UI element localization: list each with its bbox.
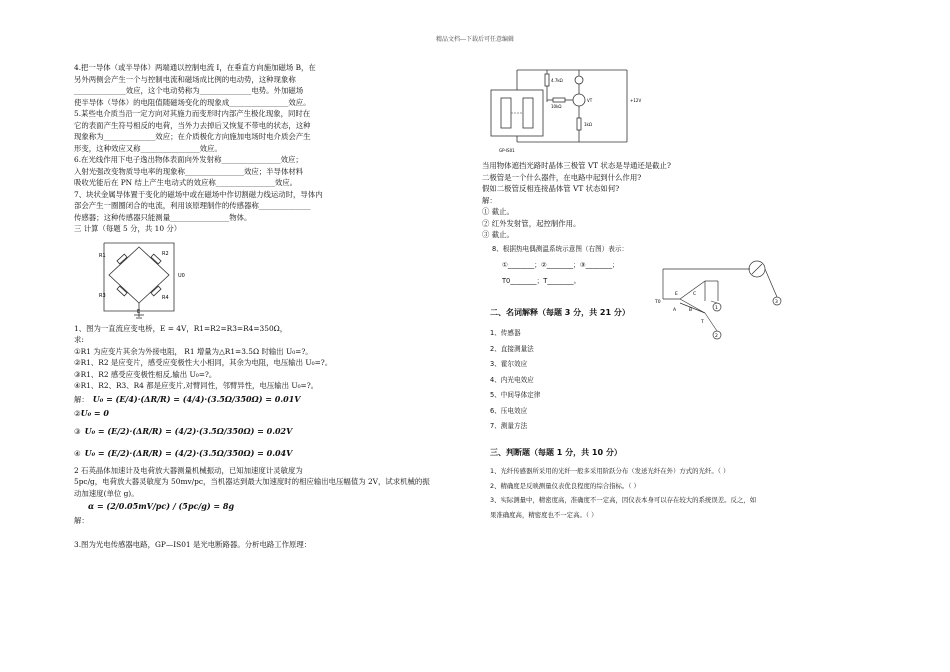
gp-label: GP-IS01 xyxy=(499,148,515,153)
section-calc-title: 三 计算（每题 5 分，共 10 分） xyxy=(74,224,182,233)
q4-line: 另外两侧会产生一个与控制电流和磁场成比例的电动势，这种现象称 xyxy=(74,74,296,84)
t0-label: T0 xyxy=(655,300,661,305)
judge-item: 果准确度高，精密度也不一定高。（ ） xyxy=(490,510,598,519)
calc1-line: ③R1、R2 感受应变极性相反,输出 U₀=?。 xyxy=(74,369,217,379)
q5-line: 现象称为______________效应；在介质极化方向施加电场时电介质会产生 xyxy=(74,132,311,141)
q7-line: 7、块状金属导体置于变化的磁场中或在磁场中作切割磁力线运动时，导体内 xyxy=(74,189,323,199)
q5-line: 它的表面产生符号相反的电荷，当外力去掉后又恢复不带电的状态，这种 xyxy=(74,120,311,130)
q8-line: ①________；②________；③________； xyxy=(502,260,619,269)
q5-line: 形变，这种效应又称________________效应。 xyxy=(74,143,222,153)
r47k-label: 4.7kΩ xyxy=(551,78,563,83)
photoelectric-circuit-diagram xyxy=(487,62,647,158)
term-item: 6、压电效应 xyxy=(490,406,528,415)
q5-line: 5.某些电介质当沿一定方向对其施力而变形时内部产生极化现象，同时在 xyxy=(74,109,311,118)
term-item: 1、传感器 xyxy=(490,329,521,337)
q4-line: ______________效应，这个电动势称为______________电势。外加磁场 xyxy=(74,86,304,95)
analysis-line: 假如二极管反相连接晶体管 VT 状态如何? xyxy=(482,184,620,193)
section-judge-title: 三、判断题（每题 1 分，共 10 分） xyxy=(490,447,622,457)
calc2-line: 5pc/g，电荷放大器灵敏度为 50mv/pc，当机器达到最大加速度时的相应输出电压幅值为 2V，试求机械的振 xyxy=(74,477,430,486)
term-item: 3、霍尔效应 xyxy=(490,360,528,368)
equation-5: α = (2/0.05mV/pc) / (5pc/g) = 8g xyxy=(88,501,235,512)
q4-line: 使半导体（导体）的电阻值随磁场变化的现象成________________效应。 xyxy=(74,97,311,107)
judge-item: 1、光纤传感器所采用的光纤一般多采用阶跃分布（发送光纤在外）方式的光纤。（ ） xyxy=(490,467,730,475)
analysis-line: ③ 截止。 xyxy=(482,230,514,239)
r1k-label: 1kΩ xyxy=(584,122,592,127)
q8-line: T0________；T________。 xyxy=(502,276,581,285)
term-item: 5、中间导体定律 xyxy=(490,391,541,399)
r10k-label: 10kΩ xyxy=(551,104,562,109)
left-column: 4.把一导体（或半导体）两端通以控制电流 I，在垂直方向施加磁场 B，在 另外两侧会产生一个与控制电流和磁场成比例的电动势，这种现象称 ______________效应，这个电动势称为______________电势。外加磁场 使半导体（导体）的电阻值随磁场变化的现象成________________效应。 5.某些电介质当沿一定方向对其施力而变形时内部产生极化现象，同时在 它的表面产生符号相反的电荷，当外力去掉后又恢复不带电的状态，这种 现象称为______________效应；在介质极化方向施加电场时电介质会产生 形变，这种效应又称________________效应。 6.在光线作用下电子逸出物体表面向外发射称________________效应； 入射光强改变物质导电率的现象称________________效应；半导体材料 吸收光能后在 PN 结上产生电动式的效应称________________效应。 7、块状金属导体置于变化的磁场中或在磁场中作切割磁力线运动时，导体内 部会产生一圈圈闭合的电流，利用该原理制作的传感器称______________ 传感器；这种传感器只能测量________________物体。 三 计算（每题 5 分，共 10 分） R1 R2 R3 R4 E U0 1、图为一直流应变电桥，E = 4V，R1=R2=R3=R4=350Ω， 求: ①R1 为应变片其余为外接电阻， R1 增量为△R1=3.5Ω 时输出 U₀=?。 ②R1、R2 是应变片，感受应变极性大小相同，其余为电阻，电压输出 U₀=?。 ③R1、R2 感受应变极性相反,输出 U₀=?。 ④R1、R2、R3、R4 都是应变片,对臂同性，邻臂异性，电压输出 U₀=?。 解： U₀ = (E/4)·(ΔR/R) = (4/4)·(3.5Ω/350Ω) = 0.01V ② U₀ = 0 ③ U₀ = (E/2)·(ΔR/R) = (4/2)·(3.5Ω/350Ω) = 0.02V ④ U₀ = (E/2)·(ΔR/R) = (4/2)·(3.5Ω/350Ω) = 0.04V 2 石英晶体加速计及电荷放大器测量机械振动，已知加速度计灵敏度为 5pc/g，电荷放大器灵敏度为 50mv/pc，当机器达到最大加速度时的相应输出电压幅值为 2V，试求机械的振 动加速度(单位 g)。 α = (2/0.05mV/pc) / (5pc/g) = 8g 解： 3.图为光电传感器电路，GP—IS01 是光电断路器。分析电路工作原理： xyxy=(74,62,436,550)
q6-line: 6.在光线作用下电子逸出物体表面向外发射称________________效应； xyxy=(74,155,303,164)
q7-line: 传感器；这种传感器只能测量________________物体。 xyxy=(74,212,252,222)
section-terms-title: 二、名词解释（每题 3 分，共 21 分） xyxy=(490,307,630,317)
r2-label: R2 xyxy=(162,250,169,257)
solution-label: 解： xyxy=(74,394,89,404)
analysis-line: ② 红外发射管，起控制作用。 xyxy=(482,218,581,228)
r1-label: R1 xyxy=(99,252,106,259)
calc3-line: 3.图为光电传感器电路，GP—IS01 是光电断路器。分析电路工作原理： xyxy=(74,539,312,549)
b-label: B xyxy=(689,308,693,313)
e-label: E xyxy=(675,292,678,297)
t-label: T xyxy=(701,320,704,325)
analysis-line: 解： xyxy=(482,195,497,205)
e-label: E xyxy=(137,308,141,315)
q6-line: 入射光强改变物质导电率的现象称________________效应；半导体材料 xyxy=(74,166,304,176)
calc1-line: ④R1、R2、R3、R4 都是应变片,对臂同性，邻臂异性，电压输出 U₀=?。 xyxy=(74,381,319,390)
calc2-line: 动加速度(单位 g)。 xyxy=(74,488,139,498)
term-item: 7、测量方法 xyxy=(490,422,528,430)
callout-1: 1 xyxy=(715,306,718,311)
judge-item: 3、实际测量中，精密度高，准确度不一定高，因仪表本身可以存在较大的系统误差。反之，如 xyxy=(490,496,757,504)
analysis-line: ① 截止。 xyxy=(482,207,514,216)
callout-2: 2 xyxy=(715,334,718,339)
uo-label: U0 xyxy=(178,272,185,279)
calc1-line: ②R1、R2 是应变片，感受应变极性大小相同，其余为电阻，电压输出 U₀=?。 xyxy=(74,358,333,367)
q7-line: 部会产生一圈圈闭合的电流，利用该原理制作的传感器称______________ xyxy=(74,201,311,210)
thermocouple-diagram xyxy=(645,255,790,345)
r4-label: R4 xyxy=(162,294,169,301)
q8-line: 8、根据热电偶测温系统示意图（右图）表示： xyxy=(492,244,629,253)
q6-line: 吸收光能后在 PN 结上产生电动式的效应称________________效应。 xyxy=(74,178,298,187)
judge-item: 2、精确度是反映测量仪表优良程度的综合指标。（ ） xyxy=(490,481,640,490)
c-label: C xyxy=(693,292,697,297)
vt-label: VT xyxy=(587,98,593,103)
analysis-line: 二极管是一个什么器件，在电路中起到什么作用? xyxy=(482,172,642,182)
term-item: 2、直接测量法 xyxy=(490,344,534,353)
v12-label: +12V xyxy=(630,98,642,103)
r3-label: R3 xyxy=(99,292,106,299)
equation-1: U₀ = (E/4)·(ΔR/R) = (4/4)·(3.5Ω/350Ω) = 0.01V xyxy=(92,393,301,404)
calc1-line: ①R1 为应变片其余为外接电阻， R1 增量为△R1=3.5Ω 时输出 U₀=?。 xyxy=(74,346,313,356)
solution-label-2: 解： xyxy=(74,516,89,525)
analysis-line: 当用物体遮挡光路时晶体三极管 VT 状态是导通还是截止? xyxy=(482,161,671,170)
page-header: 精品文档---下载后可任意编辑 xyxy=(435,36,515,43)
a-label: A xyxy=(673,308,677,313)
term-item: 4、内光电效应 xyxy=(490,375,534,384)
callout-3: 3 xyxy=(775,300,778,305)
equation-3: U₀ = (E/2)·(ΔR/R) = (4/2)·(3.5Ω/350Ω) = 0.02V xyxy=(84,425,293,436)
q4-line: 4.把一导体（或半导体）两端通以控制电流 I，在垂直方向施加磁场 B，在 xyxy=(74,63,316,72)
calc2-line: 2 石英晶体加速计及电荷放大器测量机械振动，已知加速度计灵敏度为 xyxy=(74,465,303,475)
equation-2: U₀ = 0 xyxy=(80,408,109,419)
calc1-line: 1、图为一直流应变电桥，E = 4V，R1=R2=R3=R4=350Ω， xyxy=(74,323,288,333)
equation-4: U₀ = (E/2)·(ΔR/R) = (4/2)·(3.5Ω/350Ω) = 0.04V xyxy=(84,447,293,458)
bridge-circuit-diagram xyxy=(84,237,194,323)
calc1-line: 求: xyxy=(74,335,84,344)
